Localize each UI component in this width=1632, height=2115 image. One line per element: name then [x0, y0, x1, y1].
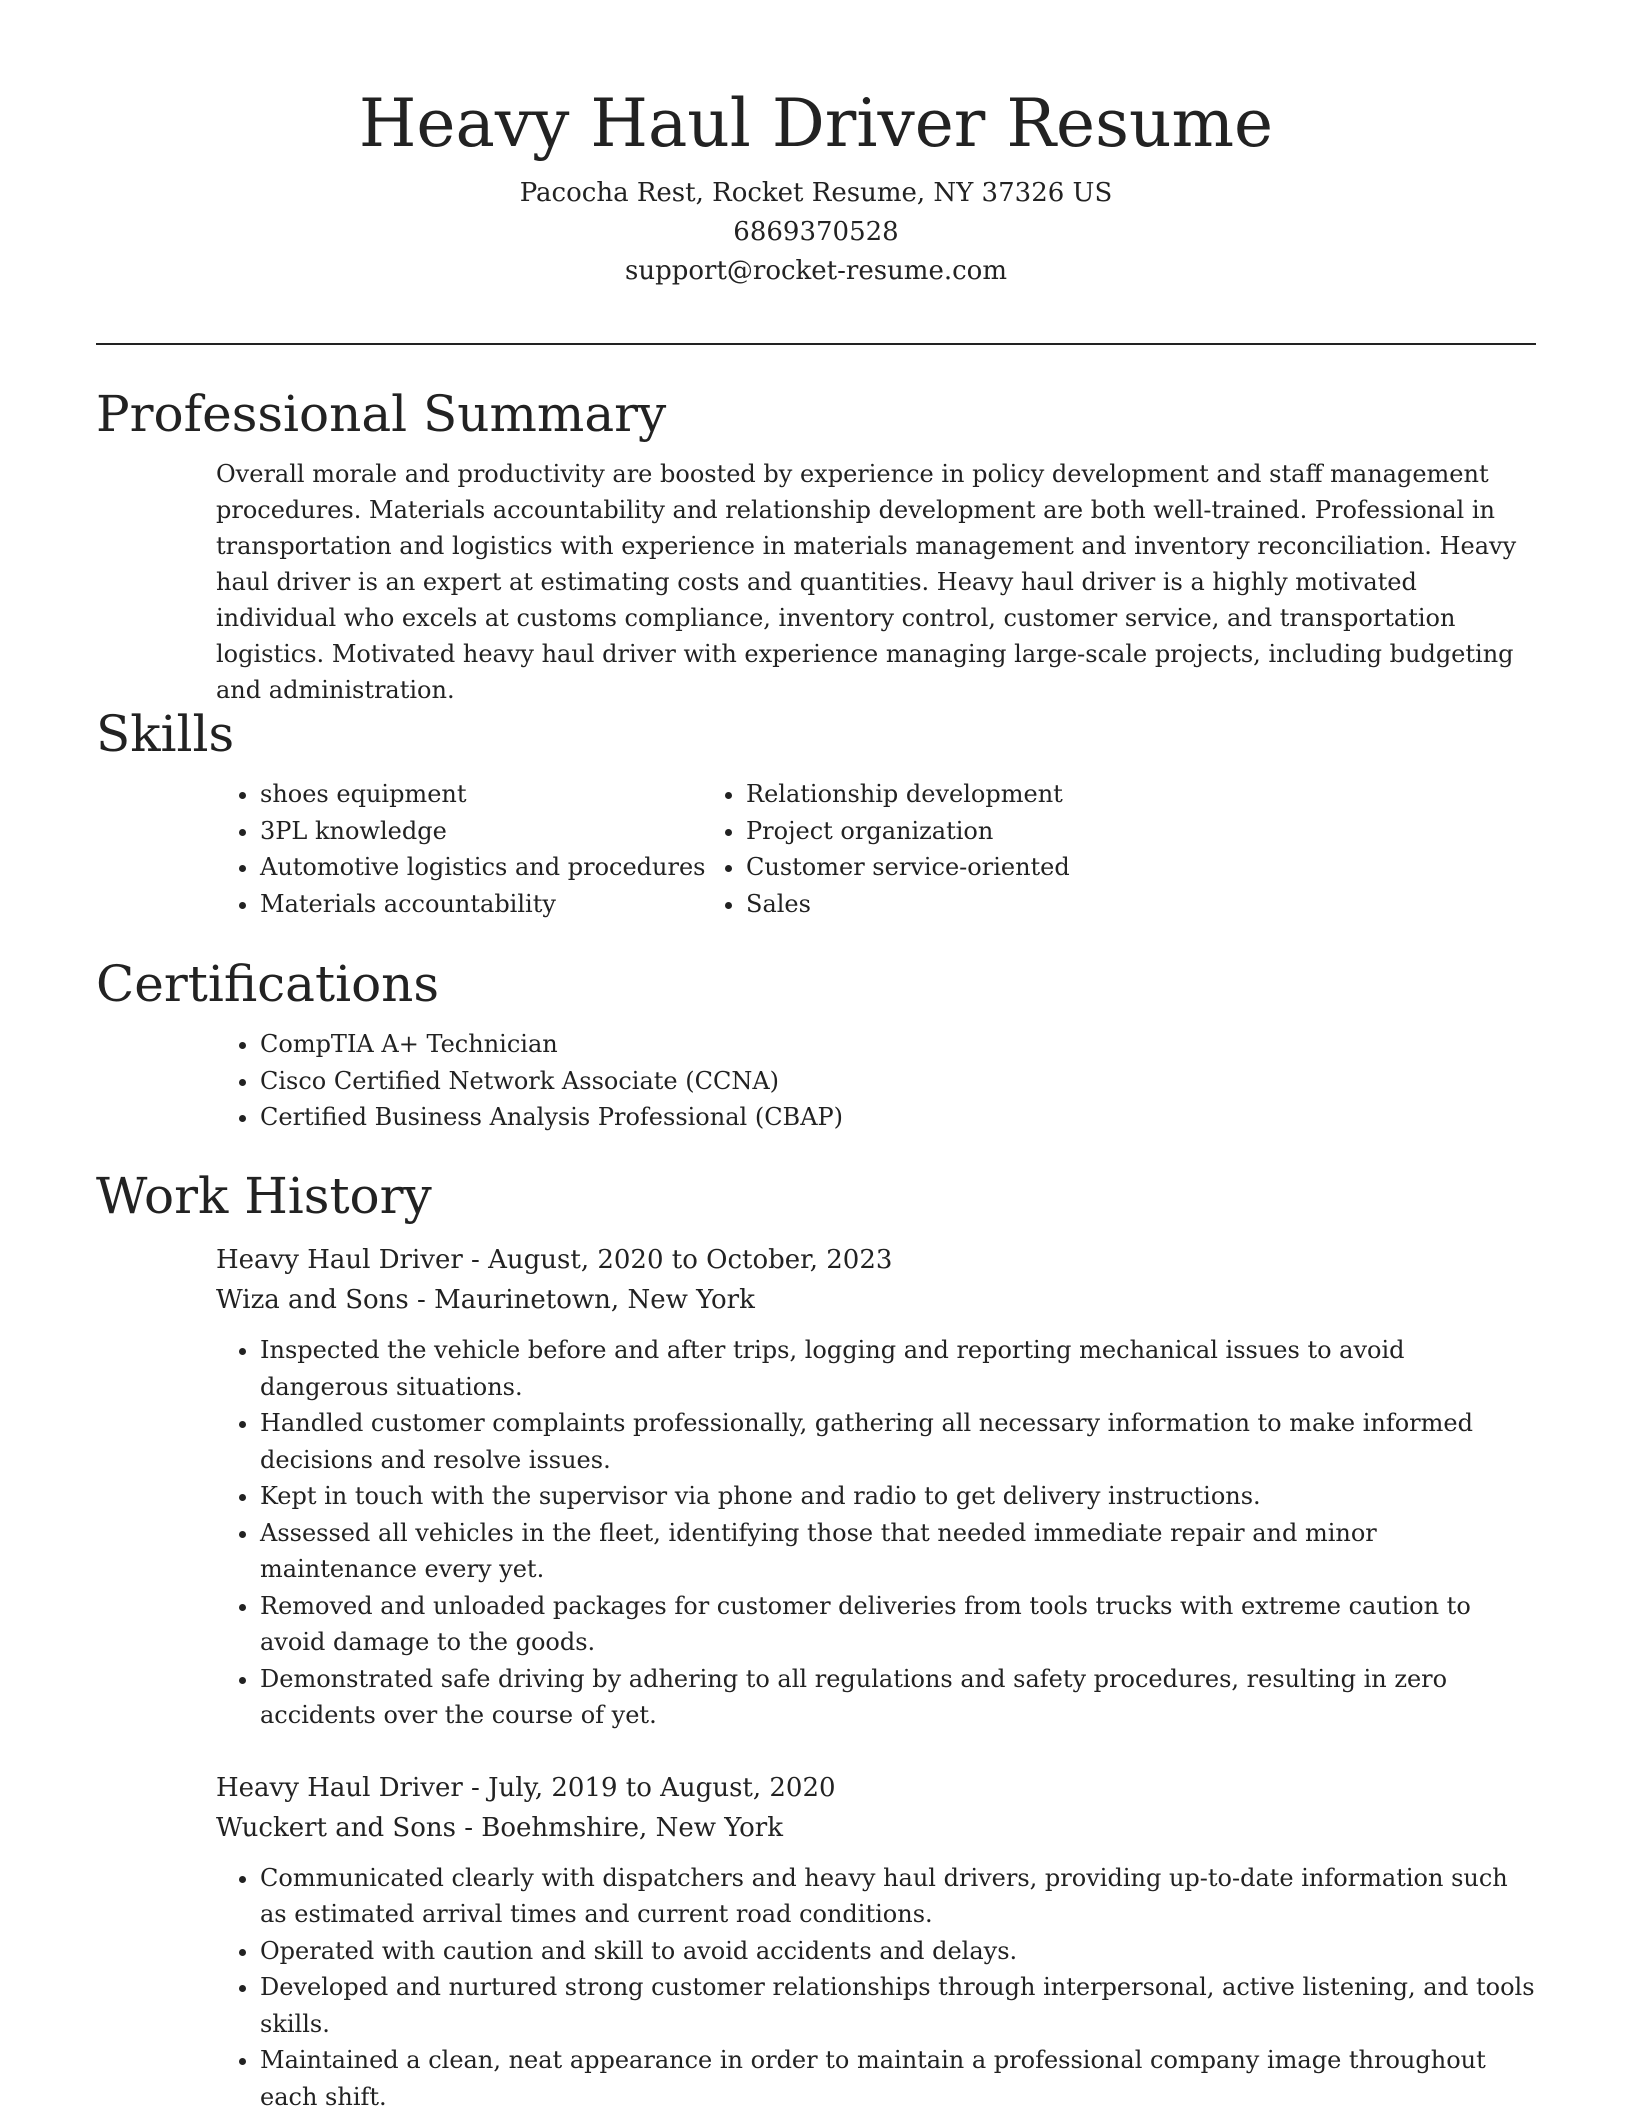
list-item: • Project organization	[746, 813, 1396, 850]
list-item: • Maintained a clean, neat appearance in order to maintain a professional company image throughout each shift.	[260, 2042, 1536, 2115]
list-item: • Handled customer complaints professionally, gathering all necessary information to make informed decisions and resolve issues.	[260, 1405, 1536, 1478]
contact-address: Pacocha Rest, Rocket Resume, NY 37326 US	[0, 174, 1632, 213]
work-history-section	[96, 1166, 1536, 2115]
list-item: • Communicated clearly with dispatchers and heavy haul drivers, providing up-to-date information such as estimated arrival times and current road conditions.	[260, 1860, 1536, 1933]
list-item: • Developed and nurtured strong customer relationships through interpersonal, active listening, and tools skills.	[260, 1969, 1536, 2042]
header-divider	[96, 343, 1536, 345]
contact-email: support@rocket-resume.com	[0, 252, 1632, 291]
certifications-list	[96, 1026, 1536, 1136]
list-item: • Kept in touch with the supervisor via phone and radio to get delivery instructions.	[260, 1478, 1536, 1515]
skills-list-right	[746, 776, 1396, 922]
skills-list-left	[96, 776, 746, 922]
list-item: • Relationship development	[746, 776, 1396, 813]
list-item: • Automotive logistics and procedures	[260, 849, 746, 886]
list-item: • Inspected the vehicle before and after trips, logging and reporting mechanical issues to avoid dangerous situations.	[260, 1332, 1536, 1405]
list-item: • Removed and unloaded packages for customer deliveries from tools trucks with extreme caution to avoid damage to the goods.	[260, 1588, 1536, 1661]
job-company: Wuckert and Sons - Boehmshire, New York	[216, 1808, 1536, 1848]
summary-text: Overall morale and productivity are boosted by experience in policy development and staff management procedures. Materials accountability and relationship development are both well-trained. Professional in transportation and logistics with experience in materials management and inventory reconciliation. Heavy haul driver is an expert at estimating costs and quantities. Heavy haul driver is a highly motivated individual who excels at customs compliance, inventory control, customer service, and transportation logistics. Motivated heavy haul driver with experience managing large-scale projects, including budgeting and administration.	[216, 456, 1536, 708]
section-title: Certifications	[96, 954, 1536, 1014]
job-entry	[216, 1768, 1536, 2115]
skills-section	[96, 704, 1536, 922]
job-title: Heavy Haul Driver - August, 2020 to October, 2023	[216, 1240, 1536, 1280]
section-title: Work History	[96, 1166, 1536, 1226]
professional-summary-section	[96, 384, 1536, 708]
job-company: Wiza and Sons - Maurinetown, New York	[216, 1280, 1536, 1320]
contact-phone: 6869370528	[0, 213, 1632, 252]
job-entry	[216, 1240, 1536, 1734]
job-title: Heavy Haul Driver - July, 2019 to August, 2020	[216, 1768, 1536, 1808]
section-title: Skills	[96, 704, 1536, 764]
list-item: • Operated with caution and skill to avoid accidents and delays.	[260, 1933, 1536, 1970]
list-item: • Demonstrated safe driving by adhering to all regulations and safety procedures, resulting in zero accidents over the course of yet.	[260, 1661, 1536, 1734]
list-item: • Cisco Certified Network Associate (CCNA)	[260, 1063, 1536, 1100]
list-item: • Assessed all vehicles in the fleet, identifying those that needed immediate repair and minor maintenance every yet.	[260, 1515, 1536, 1588]
resume-header	[0, 0, 1632, 291]
list-item: • 3PL knowledge	[260, 813, 746, 850]
list-item: • CompTIA A+ Technician	[260, 1026, 1536, 1063]
list-item: • Materials accountability	[260, 886, 746, 923]
list-item: • Customer service-oriented	[746, 849, 1396, 886]
certifications-section	[96, 954, 1536, 1136]
list-item: • shoes equipment	[260, 776, 746, 813]
job-bullets	[216, 1332, 1536, 1734]
job-bullets	[216, 1860, 1536, 2115]
list-item: • Sales	[746, 886, 1396, 923]
skills-columns	[96, 776, 1536, 922]
list-item: • Certified Business Analysis Professional (CBAP)	[260, 1099, 1536, 1136]
resume-title: Heavy Haul Driver Resume	[0, 84, 1632, 164]
section-title: Professional Summary	[96, 384, 1536, 444]
